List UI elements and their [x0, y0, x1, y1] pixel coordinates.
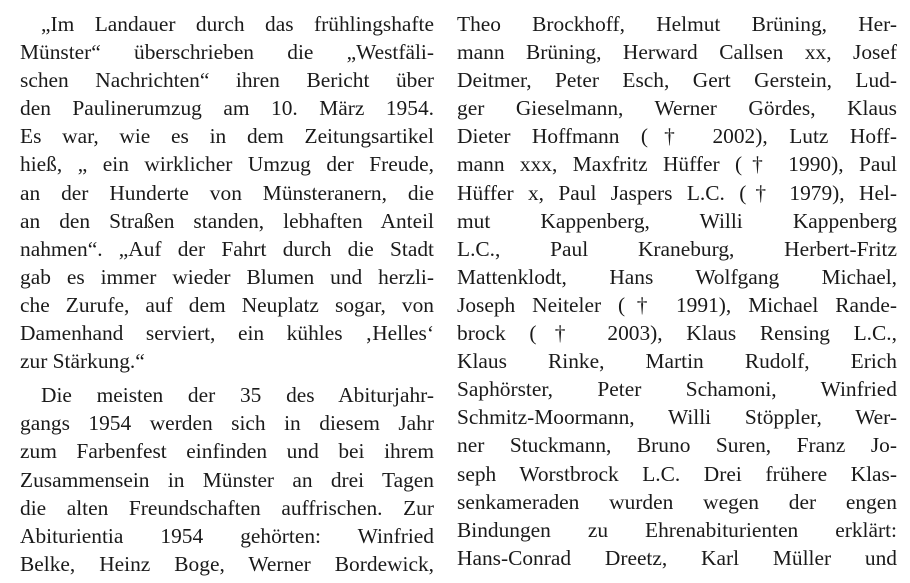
text-line: L.C., Paul Kraneburg, Herbert-Fritz: [457, 236, 897, 261]
paragraph-namensliste: [457, 10, 897, 572]
text-line: gab es immer wieder Blumen und herzli-: [20, 264, 434, 289]
right-column: [457, 10, 897, 572]
text-line: Münster“ überschrieben die „Westfäli-: [20, 40, 434, 65]
text-line: Es war, wie es in dem Zeitungsartikel: [20, 124, 434, 149]
text-line: che Zurufe, auf dem Neuplatz sogar, von: [20, 292, 434, 317]
text-line: hieß, „ ein wirklicher Umzug der Freude,: [20, 152, 434, 177]
text-line: Hüffer x, Paul Jaspers L.C. († 1979), Hel-: [457, 180, 897, 205]
text-line: zum Farbenfest einfinden und bei ihrem: [20, 439, 434, 464]
text-line: Joseph Neiteler († 1991), Michael Rande-: [457, 292, 897, 317]
text-line: Zusammensein in Münster an drei Tagen: [20, 467, 434, 492]
left-column: [20, 10, 434, 578]
text-line: an den Straßen standen, lebhaften Anteil: [20, 208, 434, 233]
text-line: Deitmer, Peter Esch, Gert Gerstein, Lud-: [457, 68, 897, 93]
text-line: den Paulinerumzug am 10. März 1954.: [20, 96, 434, 121]
text-line: Hans-Conrad Dreetz, Karl Müller und: [457, 545, 897, 570]
text-line: Klaus Rinke, Martin Rudolf, Erich: [457, 349, 897, 374]
text-line: mann xxx, Maxfritz Hüffer († 1990), Paul: [457, 152, 897, 177]
paragraph-umzug: [20, 10, 434, 375]
text-line: nahmen“. „Auf der Fahrt durch die Stadt: [20, 236, 434, 261]
text-line: zur Stärkung.“: [20, 349, 145, 374]
text-line: Dieter Hoffmann († 2002), Lutz Hoff-: [457, 124, 897, 149]
text-line: ger Gieselmann, Werner Gördes, Klaus: [457, 96, 897, 121]
text-line: schen Nachrichten“ ihren Bericht über: [20, 68, 434, 93]
text-line: ner Stuckmann, Bruno Suren, Franz Jo-: [457, 433, 897, 458]
text-line: die alten Freundschaften auffrischen. Zur: [20, 495, 434, 520]
text-line: Bindungen zu Ehrenabiturienten erklärt:: [457, 517, 897, 542]
text-line: Schmitz-Moormann, Willi Stöppler, Wer-: [457, 405, 897, 430]
text-line: seph Worstbrock L.C. Drei frühere Klas-: [457, 461, 897, 486]
text-line: an der Hunderte von Münsteranern, die: [20, 180, 434, 205]
text-line: „Im Landauer durch das frühlingshafte: [41, 12, 434, 36]
text-line: gangs 1954 werden sich in diesem Jahr: [20, 411, 434, 436]
text-line: Mattenklodt, Hans Wolfgang Michael,: [457, 264, 897, 289]
text-line: Abiturientia 1954 gehörten: Winfried: [20, 523, 434, 548]
text-line: Theo Brockhoff, Helmut Brüning, Her-: [457, 12, 897, 36]
text-line: Die meisten der 35 des Abiturjahr-: [41, 383, 434, 408]
text-line: mann Brüning, Herward Callsen xx, Josef: [457, 40, 897, 65]
text-line: mut Kappenberg, Willi Kappenberg: [457, 208, 897, 233]
text-line: Belke, Heinz Boge, Werner Bordewick,: [20, 551, 434, 576]
text-line: Saphörster, Peter Schamoni, Winfried: [457, 377, 897, 402]
text-line: brock († 2003), Klaus Rensing L.C.,: [457, 321, 897, 346]
paragraph-abiturjahrgang: [20, 381, 434, 578]
text-line: Damenhand serviert, ein kühles ‚Helles‘: [20, 321, 434, 346]
text-line: senkameraden wurden wegen der engen: [457, 489, 897, 514]
